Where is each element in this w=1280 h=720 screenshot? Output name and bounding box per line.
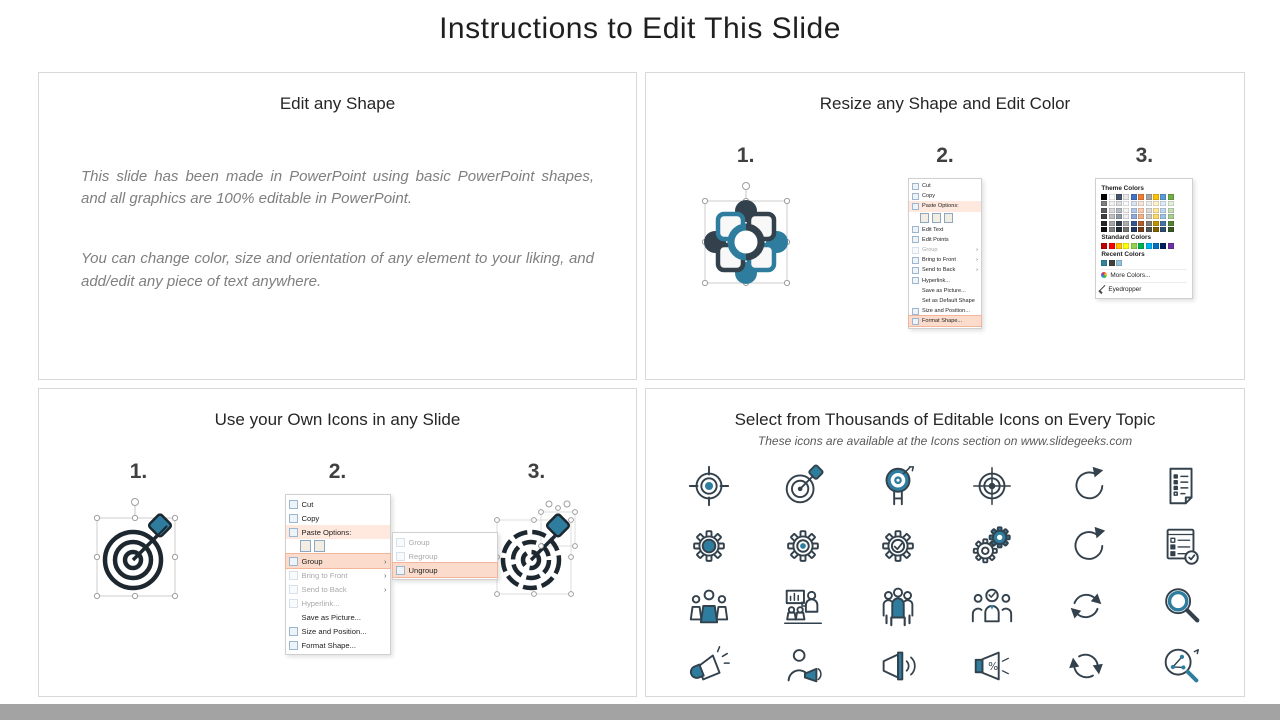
menu-item-label: Bring to Front bbox=[921, 257, 956, 264]
menu-item-group[interactable] bbox=[286, 554, 390, 568]
search-analytics-icon[interactable] bbox=[1157, 642, 1205, 690]
dartboard-stand-icon[interactable] bbox=[874, 462, 922, 510]
theme-colors-label: Theme Colors bbox=[1101, 185, 1144, 192]
target-dart-icon[interactable] bbox=[779, 462, 827, 510]
recent-colors-label: Recent Colors bbox=[1101, 250, 1145, 258]
paste-options-icon bbox=[289, 528, 298, 537]
menu-item-label: Size and Position... bbox=[921, 308, 970, 315]
theme-tint-swatch[interactable] bbox=[1168, 214, 1174, 219]
menu-item-regroup[interactable] bbox=[393, 549, 497, 563]
menu-item-label: Size and Position... bbox=[301, 626, 367, 636]
magnifier-icon[interactable] bbox=[1157, 582, 1205, 630]
theme-tint-swatch[interactable] bbox=[1101, 214, 1107, 219]
step-number-3: 3. bbox=[1135, 144, 1154, 167]
step-number-1: 1. bbox=[736, 144, 755, 167]
menu-item-edit-text[interactable] bbox=[909, 225, 981, 235]
eyedropper-item[interactable]: Eyedropper bbox=[1101, 282, 1187, 294]
paste-option-icon[interactable] bbox=[944, 213, 953, 223]
menu-item-label: Hyperlink... bbox=[921, 277, 950, 284]
theme-tint-swatch[interactable] bbox=[1101, 221, 1107, 226]
card-icon-library bbox=[645, 388, 1245, 697]
bring-to-front-icon bbox=[912, 257, 919, 264]
submenu-arrow-icon: › bbox=[383, 584, 387, 594]
menu-item-bring-to-front[interactable] bbox=[286, 568, 390, 582]
menu-item-label: Regroup bbox=[408, 551, 438, 561]
group-icon bbox=[289, 557, 298, 566]
more-colors-item[interactable]: More Colors... bbox=[1101, 269, 1187, 279]
send-to-back-icon bbox=[289, 585, 298, 594]
theme-tint-swatch[interactable] bbox=[1131, 201, 1137, 206]
submenu-arrow-icon: › bbox=[383, 570, 387, 580]
theme-tint-swatch[interactable] bbox=[1101, 227, 1107, 232]
hyperlink-icon bbox=[912, 277, 919, 284]
theme-tint-swatch[interactable] bbox=[1146, 221, 1152, 226]
menu-item-size-and-position[interactable] bbox=[286, 624, 390, 638]
theme-color-swatch[interactable] bbox=[1146, 194, 1152, 200]
theme-tint-swatch[interactable] bbox=[1123, 221, 1129, 226]
theme-color-swatch[interactable] bbox=[1101, 194, 1107, 200]
theme-tint-swatch[interactable] bbox=[1131, 214, 1137, 219]
theme-tint-swatch[interactable] bbox=[1131, 208, 1137, 213]
theme-color-swatch[interactable] bbox=[1116, 194, 1122, 200]
theme-tint-swatch[interactable] bbox=[1160, 221, 1166, 226]
recent-color-swatch[interactable] bbox=[1109, 260, 1115, 266]
menu-item-label: Cut bbox=[921, 183, 931, 190]
menu-item-bring-to-front[interactable] bbox=[909, 255, 981, 265]
card-use-own-icons bbox=[38, 388, 637, 697]
menu-item-label: Save as Picture... bbox=[301, 612, 362, 622]
crosshair-target-icon[interactable] bbox=[685, 462, 733, 510]
menu-item-label: Copy bbox=[921, 193, 936, 200]
theme-tint-swatch[interactable] bbox=[1123, 227, 1129, 232]
menu-item-cut[interactable] bbox=[909, 181, 981, 191]
theme-tint-swatch[interactable] bbox=[1109, 227, 1115, 232]
theme-tint-swatch[interactable] bbox=[1138, 201, 1144, 206]
edit-text-icon bbox=[912, 226, 919, 233]
theme-tint-swatch[interactable] bbox=[1153, 227, 1159, 232]
step-number-3: 3. bbox=[527, 460, 546, 483]
standard-color-swatch[interactable] bbox=[1116, 243, 1122, 249]
theme-tint-swatch[interactable] bbox=[1131, 221, 1137, 226]
theme-tint-swatch[interactable] bbox=[1109, 221, 1115, 226]
step-number-2: 2. bbox=[936, 144, 954, 167]
standard-color-swatch[interactable] bbox=[1101, 243, 1107, 249]
format-shape-icon bbox=[912, 318, 919, 325]
submenu-arrow-icon: › bbox=[976, 257, 978, 264]
theme-tint-swatch[interactable] bbox=[1146, 208, 1152, 213]
menu-item-edit-points[interactable] bbox=[909, 235, 981, 245]
theme-tint-swatch[interactable] bbox=[1168, 227, 1174, 232]
theme-tint-swatch[interactable] bbox=[1131, 227, 1137, 232]
menu-item-label: Group bbox=[921, 247, 938, 254]
menu-item-label: Hyperlink... bbox=[301, 598, 340, 608]
standard-color-swatch[interactable] bbox=[1168, 243, 1174, 249]
context-menu bbox=[908, 178, 982, 329]
format-shape-icon bbox=[289, 641, 298, 650]
ungroup-icon bbox=[396, 566, 405, 575]
theme-tint-swatch[interactable] bbox=[1109, 201, 1115, 206]
menu-item-hyperlink[interactable] bbox=[909, 276, 981, 286]
theme-tint-swatch[interactable] bbox=[1138, 227, 1144, 232]
menu-item-hyperlink[interactable] bbox=[286, 596, 390, 610]
theme-tint-swatch[interactable] bbox=[1138, 208, 1144, 213]
theme-tint-swatch[interactable] bbox=[1168, 208, 1174, 213]
theme-tint-swatch[interactable] bbox=[1138, 214, 1144, 219]
theme-tint-swatch[interactable] bbox=[1116, 221, 1122, 226]
menu-item-label: Send to Back bbox=[301, 584, 347, 594]
menu-item-label: Copy bbox=[301, 513, 320, 523]
gear-solid-icon[interactable] bbox=[685, 522, 733, 570]
announcer-person-icon[interactable] bbox=[779, 642, 827, 690]
theme-tint-swatch[interactable] bbox=[1109, 214, 1115, 219]
icon-grid bbox=[662, 456, 1228, 696]
theme-tint-swatch[interactable] bbox=[1101, 201, 1107, 206]
menu-item-cut[interactable] bbox=[286, 497, 390, 511]
menu-item-label: Format Shape... bbox=[921, 318, 963, 325]
gear-pair-icon[interactable] bbox=[968, 522, 1016, 570]
card-subtitle: These icons are available at the Icons section on www.slidegeeks.com bbox=[757, 434, 1133, 448]
card-title: Select from Thousands of Editable Icons on Every Topic bbox=[734, 410, 1156, 429]
slide-title: Instructions to Edit This Slide bbox=[439, 12, 841, 45]
group-submenu bbox=[392, 532, 498, 580]
cycle-arrows-icon[interactable] bbox=[1062, 642, 1110, 690]
menu-item-group[interactable] bbox=[393, 535, 497, 549]
theme-tint-swatch[interactable] bbox=[1138, 221, 1144, 226]
theme-tint-swatch[interactable] bbox=[1153, 214, 1159, 219]
theme-tint-swatch[interactable] bbox=[1160, 214, 1166, 219]
sync-arrows-icon[interactable] bbox=[1062, 582, 1110, 630]
standard-color-swatch[interactable] bbox=[1123, 243, 1129, 249]
size-and-position-icon bbox=[912, 308, 919, 315]
menu-item-label: Edit Points bbox=[921, 236, 949, 243]
eyedropper-icon bbox=[1099, 285, 1108, 294]
theme-tint-swatch[interactable] bbox=[1146, 227, 1152, 232]
paste-options-icon bbox=[912, 203, 919, 210]
standard-color-swatch[interactable] bbox=[1153, 243, 1159, 249]
paste-option-icon[interactable] bbox=[300, 540, 311, 552]
hyperlink-icon bbox=[289, 599, 298, 608]
menu-item-label: Paste Options: bbox=[921, 203, 959, 210]
megaphone-waves-icon[interactable] bbox=[874, 642, 922, 690]
menu-item-label: Cut bbox=[301, 499, 314, 509]
notes-document-icon[interactable] bbox=[1157, 462, 1205, 510]
menu-item-format-shape[interactable] bbox=[286, 638, 390, 652]
business-meeting-icon[interactable] bbox=[968, 582, 1016, 630]
theme-tint-swatch[interactable] bbox=[1146, 201, 1152, 206]
regroup-icon bbox=[396, 552, 405, 561]
standard-color-swatch[interactable] bbox=[1160, 243, 1166, 249]
theme-color-swatch[interactable] bbox=[1138, 194, 1144, 200]
edit-shape-paragraph-1: This slide has been made in PowerPoint using basic PowerPoint shapes, and all graphics are 100% editable in PowerPoint. bbox=[81, 168, 594, 208]
paste-option-icon[interactable] bbox=[314, 540, 325, 552]
menu-item-format-shape[interactable] bbox=[909, 316, 981, 326]
menu-item-label: Format Shape... bbox=[301, 640, 356, 650]
menu-item-group[interactable] bbox=[909, 245, 981, 255]
theme-tint-swatch[interactable] bbox=[1116, 201, 1122, 206]
color-wheel-icon bbox=[1101, 272, 1107, 278]
team-leader-icon[interactable] bbox=[685, 582, 733, 630]
theme-tint-swatch[interactable] bbox=[1153, 208, 1159, 213]
cut-icon bbox=[912, 183, 919, 190]
menu-item-label: Edit Text bbox=[921, 226, 944, 233]
team-group-icon[interactable] bbox=[874, 582, 922, 630]
refresh-arrow-icon[interactable] bbox=[1062, 522, 1110, 570]
bring-to-front-icon bbox=[289, 571, 298, 580]
theme-tint-swatch[interactable] bbox=[1123, 201, 1129, 206]
theme-tint-swatch[interactable] bbox=[1153, 201, 1159, 206]
standard-color-swatch[interactable] bbox=[1109, 243, 1115, 249]
rotate-arrow-icon[interactable] bbox=[1062, 462, 1110, 510]
standard-color-swatch[interactable] bbox=[1146, 243, 1152, 249]
gear-check-icon[interactable] bbox=[874, 522, 922, 570]
presentation-training-icon[interactable] bbox=[779, 582, 827, 630]
card-edit-any-shape bbox=[38, 72, 637, 380]
theme-tint-swatch[interactable] bbox=[1101, 208, 1107, 213]
selected-shape-illustration[interactable] bbox=[690, 178, 802, 304]
step-number-1: 1. bbox=[129, 460, 148, 483]
card-title: Resize any Shape and Edit Color bbox=[819, 94, 1071, 113]
theme-color-swatch[interactable] bbox=[1168, 194, 1174, 200]
theme-tint-swatch[interactable] bbox=[1168, 221, 1174, 226]
color-picker-panel bbox=[1095, 178, 1193, 299]
theme-tint-swatch[interactable] bbox=[1146, 214, 1152, 219]
send-to-back-icon bbox=[912, 267, 919, 274]
checklist-board-icon[interactable] bbox=[1157, 522, 1205, 570]
theme-tint-swatch[interactable] bbox=[1153, 221, 1159, 226]
menu-item-label: Group bbox=[408, 537, 430, 547]
menu-item-set-as-default-shape[interactable] bbox=[909, 296, 981, 306]
menu-item-ungroup[interactable] bbox=[393, 563, 497, 577]
recent-color-swatch[interactable] bbox=[1101, 260, 1107, 266]
standard-colors-label: Standard Colors bbox=[1101, 233, 1152, 241]
card-resize-edit-color bbox=[645, 72, 1245, 380]
size-and-position-icon bbox=[289, 627, 298, 636]
menu-item-label: Paste Options: bbox=[301, 527, 352, 537]
theme-color-swatch[interactable] bbox=[1153, 194, 1159, 200]
megaphone-promo-icon[interactable] bbox=[685, 642, 733, 690]
gear-dot-icon[interactable] bbox=[779, 522, 827, 570]
group-icon bbox=[912, 247, 919, 254]
theme-tint-swatch[interactable] bbox=[1116, 214, 1122, 219]
theme-tint-swatch[interactable] bbox=[1116, 208, 1122, 213]
paste-option-icon[interactable] bbox=[920, 213, 929, 223]
theme-tint-swatch[interactable] bbox=[1123, 208, 1129, 213]
theme-tint-swatch[interactable] bbox=[1109, 208, 1115, 213]
submenu-arrow-icon: › bbox=[383, 556, 387, 566]
cut-icon bbox=[289, 500, 298, 509]
theme-tint-swatch[interactable] bbox=[1168, 201, 1174, 206]
card-title: Edit any Shape bbox=[279, 94, 396, 113]
theme-tint-swatch[interactable] bbox=[1160, 227, 1166, 232]
bottom-gray-bar bbox=[0, 704, 1280, 720]
menu-item-label: Group bbox=[301, 556, 323, 566]
megaphone-discount-icon[interactable] bbox=[968, 642, 1016, 690]
menu-item-copy[interactable] bbox=[286, 511, 390, 525]
recent-color-swatch[interactable] bbox=[1116, 260, 1122, 266]
theme-tint-swatch[interactable] bbox=[1160, 208, 1166, 213]
standard-color-swatch[interactable] bbox=[1131, 243, 1137, 249]
menu-item-send-to-back[interactable] bbox=[286, 582, 390, 596]
copy-icon bbox=[912, 193, 919, 200]
menu-item-save-as-picture[interactable] bbox=[909, 286, 981, 296]
menu-item-label: Send to Back bbox=[921, 267, 956, 274]
theme-tint-swatch[interactable] bbox=[1116, 227, 1122, 232]
menu-item-label: Save as Picture... bbox=[921, 287, 966, 294]
submenu-arrow-icon: › bbox=[976, 247, 978, 254]
submenu-arrow-icon: › bbox=[976, 267, 978, 274]
theme-color-swatch[interactable] bbox=[1123, 194, 1129, 200]
group-icon bbox=[396, 538, 405, 547]
theme-tint-swatch[interactable] bbox=[1160, 201, 1166, 206]
menu-item-label: Bring to Front bbox=[301, 570, 348, 580]
menu-item-label: Set as Default Shape bbox=[921, 297, 975, 304]
menu-item-size-and-position[interactable] bbox=[909, 306, 981, 316]
menu-item-send-to-back[interactable] bbox=[909, 265, 981, 275]
menu-item-copy[interactable] bbox=[909, 191, 981, 201]
theme-color-swatch[interactable] bbox=[1131, 194, 1137, 200]
theme-tint-swatch[interactable] bbox=[1123, 214, 1129, 219]
paste-option-icon[interactable] bbox=[932, 213, 941, 223]
menu-item-label: Ungroup bbox=[408, 565, 438, 575]
edit-shape-paragraph-2: You can change color, size and orientation of any element to your liking, and add/edit any piece of text anywhere. bbox=[81, 250, 594, 290]
copy-icon bbox=[289, 514, 298, 523]
crosshair-dot-icon[interactable] bbox=[968, 462, 1016, 510]
selected-target-icon-illustration[interactable] bbox=[83, 494, 195, 612]
standard-color-swatch[interactable] bbox=[1138, 243, 1144, 249]
theme-color-swatch[interactable] bbox=[1160, 194, 1166, 200]
theme-color-swatch[interactable] bbox=[1109, 194, 1115, 200]
card-title: Use your Own Icons in any Slide bbox=[214, 410, 461, 429]
step-number-2: 2. bbox=[328, 460, 347, 483]
edit-points-icon bbox=[912, 236, 919, 243]
context-menu bbox=[285, 494, 391, 655]
menu-item-paste-options[interactable] bbox=[286, 525, 390, 539]
menu-item-paste-options[interactable] bbox=[909, 201, 981, 211]
menu-item-save-as-picture[interactable] bbox=[286, 610, 390, 624]
svg-text:%: % bbox=[988, 660, 999, 673]
